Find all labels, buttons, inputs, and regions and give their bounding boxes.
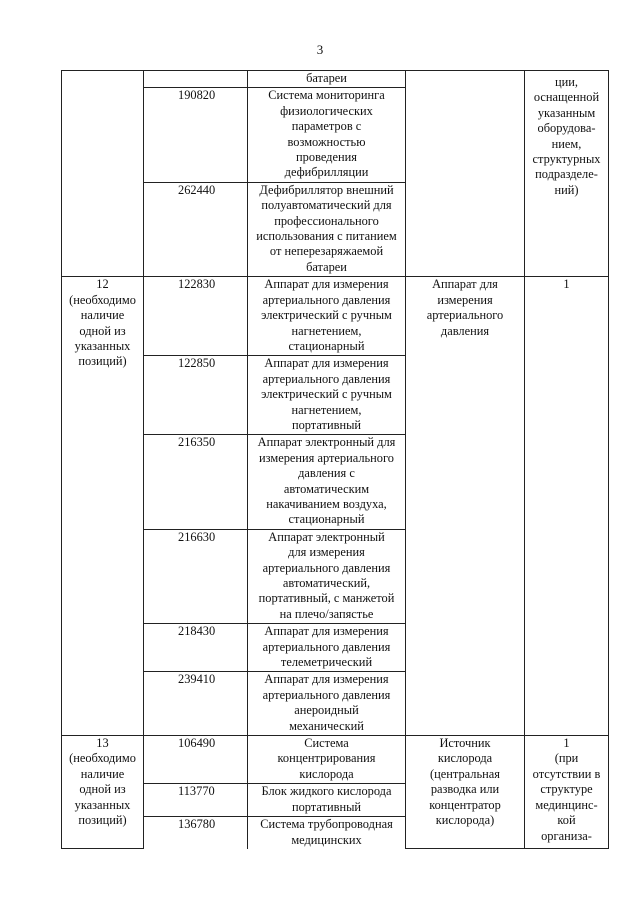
device-cell: Аппарат для измерения артериального давления (406, 277, 525, 736)
equipment-name-cell: Аппарат для измерения артериального давления телеметрический (248, 624, 406, 672)
table-row (62, 71, 609, 88)
equipment-name-cell: Дефибриллятор внешний полуавтоматический для профессионального использования с питанием от неперезаряжаемой батареи (248, 182, 406, 276)
code-cell: 216350 (144, 435, 248, 529)
code-cell (144, 71, 248, 88)
page-number: 3 (316, 42, 324, 57)
equipment-name-cell: Система трубопроводная медицинских (248, 817, 406, 849)
equipment-name-cell: батареи (248, 71, 406, 88)
quantity-cell: 1 (525, 277, 609, 736)
equipment-name-cell: Система концентрирования кислорода (248, 736, 406, 784)
equipment-name-cell: Система мониторинга физиологических параметров с возможностью проведения дефибрилляции (248, 88, 406, 182)
code-cell: 113770 (144, 784, 248, 817)
position-number-cell (62, 71, 144, 277)
equipment-name-cell: Аппарат для измерения артериального давления электрический с ручным нагнетением, портативный (248, 356, 406, 435)
code-cell: 122830 (144, 277, 248, 356)
device-cell: Источник кислорода (центральная разводка или концентратор кислорода) (406, 736, 525, 849)
quantity-cell: 1 (при отсутствии в структуре мединцинс- кой организа- (525, 736, 609, 849)
code-cell: 122850 (144, 356, 248, 435)
table-row (62, 277, 609, 356)
equipment-name-cell: Блок жидкого кислорода портативный (248, 784, 406, 817)
equipment-name-cell: Аппарат электронный для измерения артериального давления с автоматическим накачиванием воздуха, стационарный (248, 435, 406, 529)
equipment-name-cell: Аппарат электронный для измерения артериального давления автоматический, портативный, с манжетой на плечо/запястье (248, 529, 406, 623)
code-cell: 218430 (144, 624, 248, 672)
equipment-name-cell: Аппарат для измерения артериального давления электрический с ручным нагнетением, стационарный (248, 277, 406, 356)
code-cell: 190820 (144, 88, 248, 182)
position-number-cell: 12 (необходимо наличие одной из указанных позиций) (62, 277, 144, 736)
equipment-name-cell: Аппарат для измерения артериального давления анероидный механический (248, 672, 406, 736)
code-cell: 136780 (144, 817, 248, 849)
code-cell: 106490 (144, 736, 248, 784)
table-row (62, 736, 609, 784)
quantity-cell: ции, оснащенной указанным оборудова- нием, структурных подразделе- ний) (525, 71, 609, 277)
device-cell (406, 71, 525, 277)
position-number-cell: 13 (необходимо наличие одной из указанных позиций) (62, 736, 144, 849)
code-cell: 216630 (144, 529, 248, 623)
equipment-table (61, 70, 609, 849)
code-cell: 239410 (144, 672, 248, 736)
code-cell: 262440 (144, 182, 248, 276)
